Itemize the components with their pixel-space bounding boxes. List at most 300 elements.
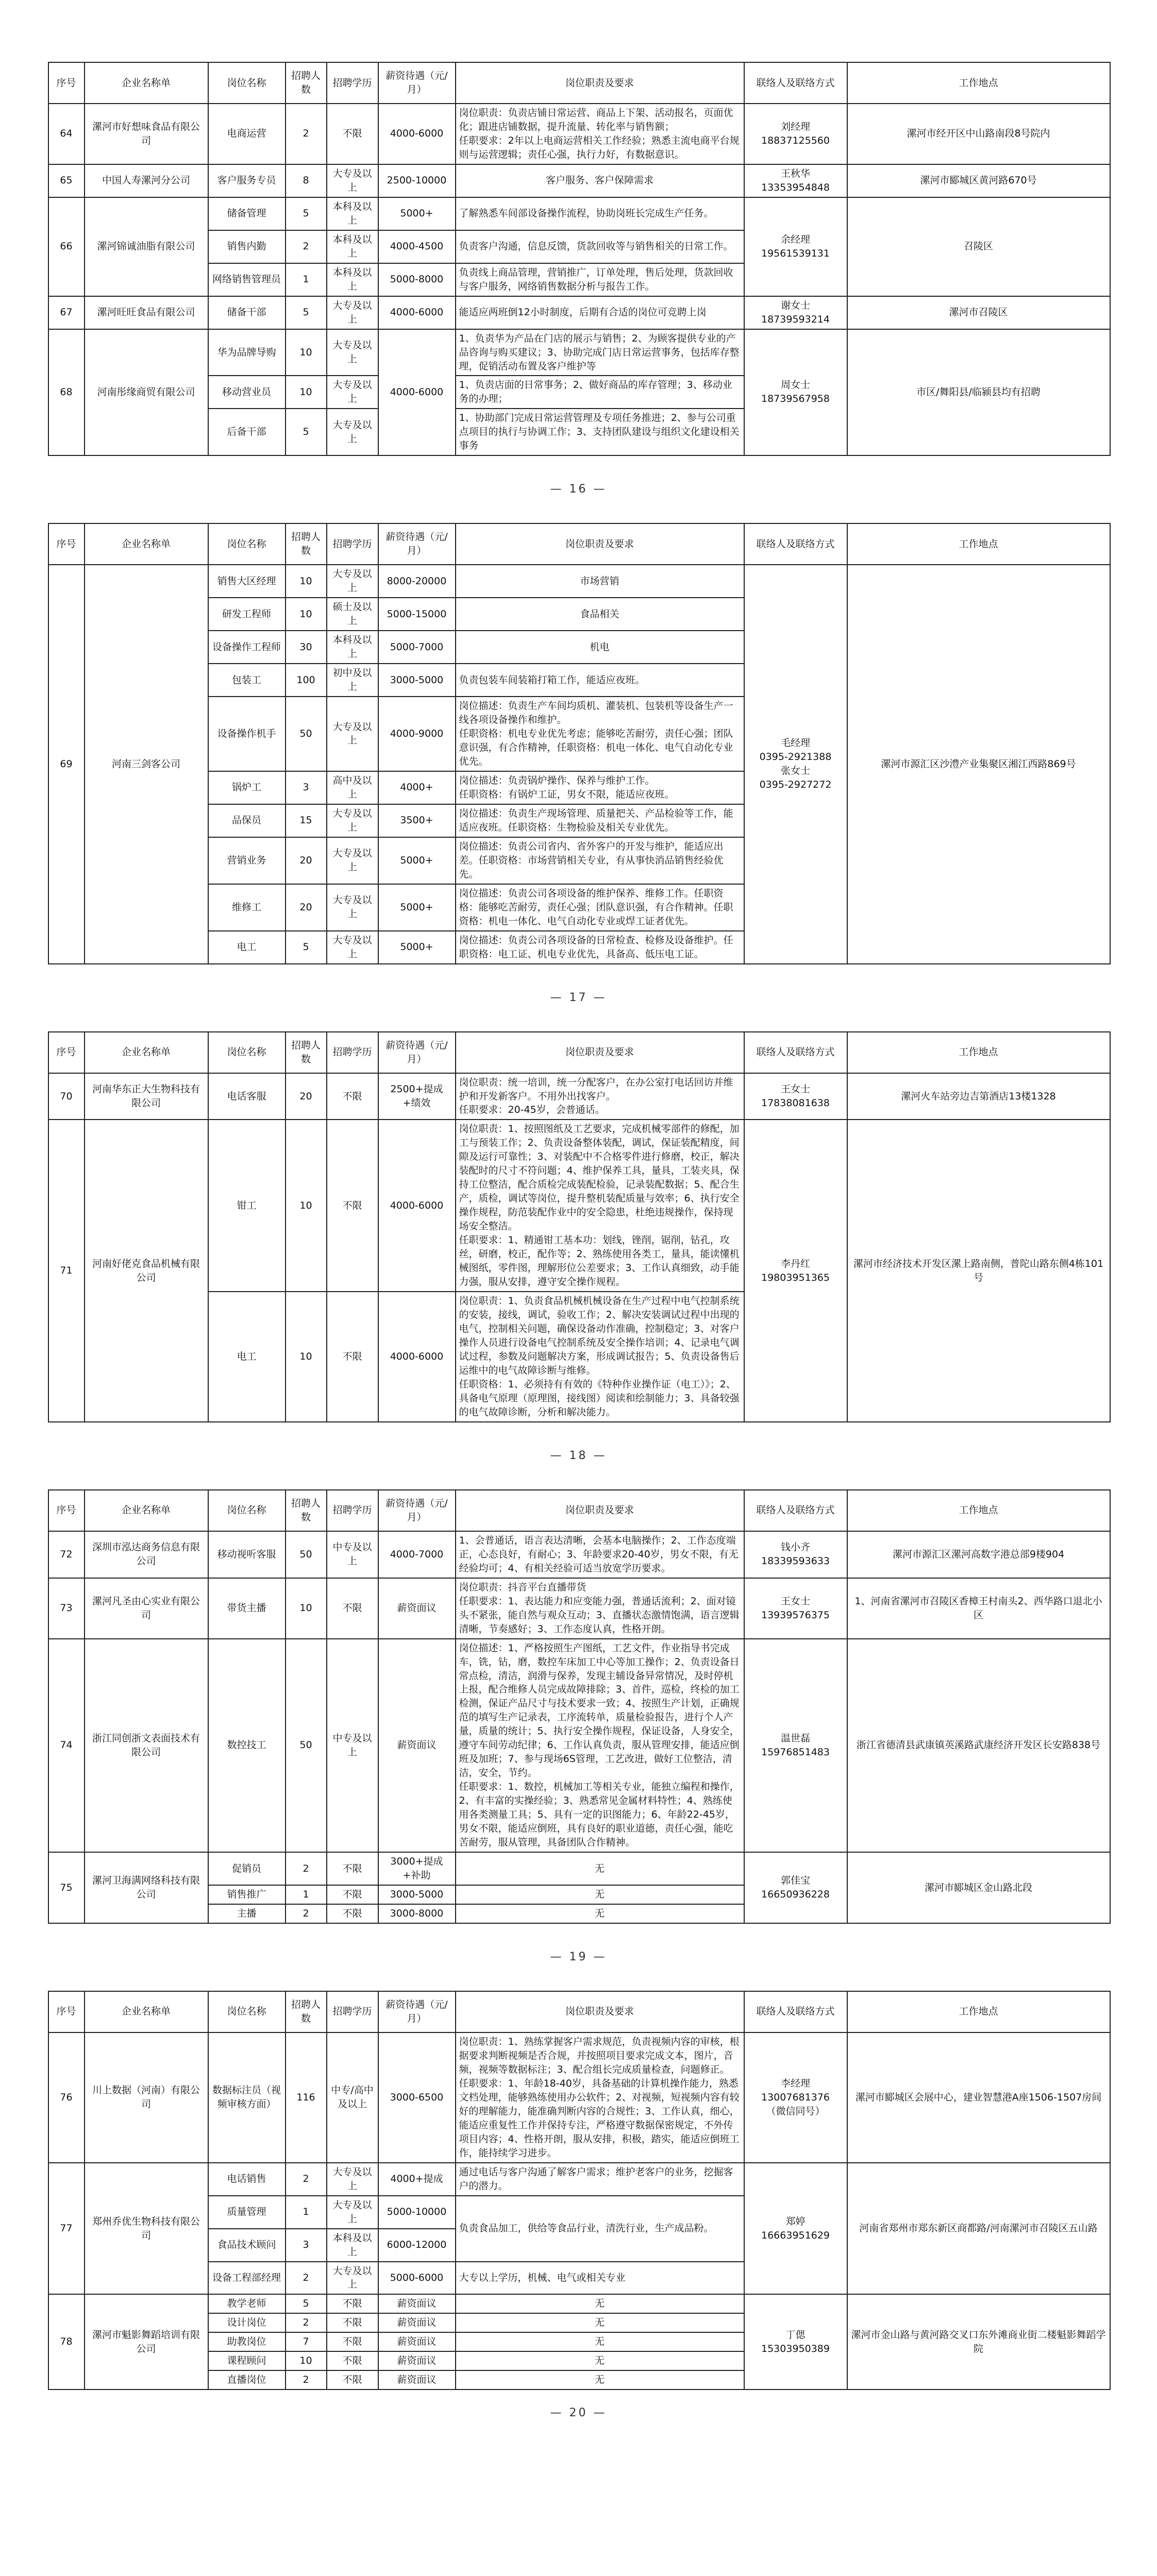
job-headcount: 1 [286, 263, 327, 296]
job-title: 电话客服 [208, 1073, 286, 1120]
company-name: 河南三剑客公司 [85, 565, 208, 963]
job-title: 研发工程师 [208, 598, 286, 631]
company-name: 漯河锦诚油脂有限公司 [85, 197, 208, 296]
job-duty: 岗位描述：负责公司各项设备的维护保养、维修工作。任职资格：能够吃苦耐劳，责任心强；团队意识强，有合作精神。任职资格：机电一体化、电气自动化专业或焊工证者优先。 [456, 884, 744, 931]
company-name: 漯河市魁影舞蹈培训有限公司 [85, 2294, 208, 2389]
table-row [48, 565, 1110, 598]
job-title: 电工 [208, 1292, 286, 1422]
column-header: 企业名称单 [85, 1490, 208, 1531]
job-salary: 4000-6000 [378, 296, 456, 329]
job-headcount: 2 [286, 1852, 327, 1885]
job-title: 直播岗位 [208, 2370, 286, 2389]
company-contact: 李经理 13007681376 （微信同号） [744, 2032, 847, 2163]
job-title: 营销业务 [208, 837, 286, 884]
company-number: 73 [48, 1578, 85, 1639]
job-salary: 3000-6500 [378, 2032, 456, 2163]
job-duty: 无 [456, 2294, 744, 2313]
column-header: 招聘人数 [286, 1490, 327, 1531]
job-headcount: 10 [286, 376, 327, 409]
company-number: 70 [48, 1073, 85, 1120]
column-header: 岗位名称 [208, 62, 286, 104]
job-duty: 大专以上学历，机械、电气或相关专业 [456, 2262, 744, 2295]
company-contact: 余经理 19561539131 [744, 197, 847, 296]
job-salary: 4000+ [378, 771, 456, 804]
job-education: 大专及以上 [327, 2196, 378, 2229]
job-salary: 3000-8000 [378, 1904, 456, 1923]
job-education: 不限 [327, 1904, 378, 1923]
job-education: 本科及以上 [327, 230, 378, 263]
job-title: 储备管理 [208, 197, 286, 230]
job-education: 中专/高中及以上 [327, 2032, 378, 2163]
column-header: 招聘人数 [286, 62, 327, 104]
page-number: — 18 — [550, 1449, 607, 1462]
job-education: 大专及以上 [327, 565, 378, 598]
company-number: 64 [48, 104, 85, 164]
page-number: — 17 — [550, 991, 607, 1004]
job-title: 带货主播 [208, 1578, 286, 1639]
company-name: 漯河凡圣由心实业有限公司 [85, 1578, 208, 1639]
job-salary: 8000-20000 [378, 565, 456, 598]
job-headcount: 50 [286, 1531, 327, 1578]
job-salary: 薪资面议 [378, 1578, 456, 1639]
company-location: 漯河火车站旁边吉第酒店13楼1328 [847, 1073, 1110, 1120]
company-location: 漯河市郾城区黄河路670号 [847, 164, 1110, 197]
table-row [48, 2032, 1110, 2163]
job-education: 大专及以上 [327, 2163, 378, 2196]
job-salary: 2500-10000 [378, 164, 456, 197]
job-duty: 机电 [456, 631, 744, 664]
table-row [48, 197, 1110, 230]
job-salary: 薪资面议 [378, 2332, 456, 2351]
job-duty: 1、协助部门完成日常运营管理及专项任务推进；2、参与公司重点项目的执行与协调工作；3、支持团队建设与组织文化建设相关事务 [456, 409, 744, 455]
job-duty: 无 [456, 2370, 744, 2389]
company-number: 76 [48, 2032, 85, 2163]
job-duty: 岗位描述：1、严格按照生产图纸，工艺文件，作业指导书完成车，铣，钻，磨，数控车床加工中心等加工操作；2、负责设备日常点检，清洁，润滑与保养，发现主辅设备异常情况，及时停机上报，配合维修人员完成故障排除；3、首件，巡检，终检的加工检测，保证产品尺寸与技术要求一致；4、按照生产计划，正确规范的填写生产记录表，工序流转单，质量检验报告，进行个人产量，质量的统计；5、执行安全操作规程，保证设备，人身安全，遵守车间劳动纪律；6、工作认真负责，服从管理安排，能适应倒班及加班；7、参与现场6S管理，工艺改进，做好工位整洁，清洁，安全，节约。 任职要求：1、数控，机械加工等相关专业，能独立编程和操作，2、有丰富的实操经验；3、熟悉常见金属材料特性；4、熟练使用各类测量工具；5、具有一定的识图能力；6、年龄22-45岁，男女不限，能适应倒班，具有良好的职业道德，责任心强，能吃苦耐劳，服从管理，具备团队合作精神。 [456, 1639, 744, 1853]
column-header: 联络人及联络方式 [744, 1991, 847, 2032]
company-location: 1、河南省漯河市召陵区香樟王村南头2、西华路口退北小区 [847, 1578, 1110, 1639]
table-row [48, 2163, 1110, 2196]
table-row [48, 1120, 1110, 1292]
job-title: 教学老师 [208, 2294, 286, 2313]
column-header: 岗位职责及要求 [456, 1991, 744, 2032]
column-header: 序号 [48, 1490, 85, 1531]
job-title: 储备干部 [208, 296, 286, 329]
company-contact: 钱小齐 18339593633 [744, 1531, 847, 1578]
job-education: 不限 [327, 1120, 378, 1292]
company-name: 漯河旺旺食品有限公司 [85, 296, 208, 329]
column-header: 岗位职责及要求 [456, 523, 744, 565]
job-duty: 岗位职责：1、按照图纸及工艺要求，完成机械零部件的修配，加工与预装工作；2、负责设备整体装配，调试，保证装配精度，间隙及运行可靠性；3、对装配中不合格零件进行修磨，校正，解决装配时的尺寸不符问题；4、维护保养工具，量具，工装夹具，保持工位整洁，配合质检完成装配检验，记录装配数据；5、配合生产，质检，调试等岗位，提升整机装配质量与效率；6、执行安全操作规程，防范装配作业中的安全隐患，杜绝违规操作，保持现场安全整洁。 任职要求：1、精通钳工基本功：划线，锉削，锯削，钻孔，攻丝，研磨，校正，配作等；2、熟练使用各类工，量具，能读懂机械图纸，零件图，理解形位公差要求；3、工作认真细致，动手能力强，服从安排，遵守安全操作规程。 [456, 1120, 744, 1292]
column-header: 联络人及联络方式 [744, 1032, 847, 1073]
job-duty: 岗位描述：负责公司省内、省外客户的开发与维护，能适应出差。任职资格：市场营销相关专业，有从事快消品销售经验优先。 [456, 837, 744, 884]
company-location: 漯河市源汇区沙澧产业集聚区湘江西路869号 [847, 565, 1110, 963]
table-row [48, 329, 1110, 376]
page-number: — 16 — [550, 483, 607, 496]
job-headcount: 2 [286, 104, 327, 164]
job-headcount: 10 [286, 2351, 327, 2370]
job-headcount: 50 [286, 1639, 327, 1853]
company-number: 68 [48, 329, 85, 456]
job-salary: 5000+ [378, 197, 456, 230]
job-education: 不限 [327, 2351, 378, 2370]
column-header: 招聘人数 [286, 1032, 327, 1073]
job-duty: 能适应两班倒12小时制度，后期有合适的岗位可竞聘上岗 [456, 296, 744, 329]
job-title: 设备操作工程师 [208, 631, 286, 664]
job-duty: 负责包装车间装箱打箱工作，能适应夜班。 [456, 664, 744, 697]
column-header: 工作地点 [847, 62, 1110, 104]
job-headcount: 10 [286, 565, 327, 598]
job-salary: 6000-12000 [378, 2229, 456, 2262]
column-header: 招聘学历 [327, 1032, 378, 1073]
column-header: 工作地点 [847, 523, 1110, 565]
job-duty: 客户服务、客户保障需求 [456, 164, 744, 197]
job-title: 食品技术顾问 [208, 2229, 286, 2262]
job-headcount: 2 [286, 2163, 327, 2196]
table-row [48, 2294, 1110, 2313]
job-headcount: 10 [286, 329, 327, 376]
column-header: 联络人及联络方式 [744, 62, 847, 104]
job-title: 设备操作机手 [208, 697, 286, 771]
job-table [48, 1991, 1111, 2390]
company-number: 78 [48, 2294, 85, 2389]
job-salary: 5000-10000 [378, 2196, 456, 2229]
job-education: 大专及以上 [327, 164, 378, 197]
column-header: 联络人及联络方式 [744, 1490, 847, 1531]
job-education: 大专及以上 [327, 837, 378, 884]
job-education: 本科及以上 [327, 263, 378, 296]
job-salary: 3000-5000 [378, 1885, 456, 1904]
column-header: 序号 [48, 1032, 85, 1073]
column-header: 薪资待遇（元/月） [378, 523, 456, 565]
job-title: 销售推广 [208, 1885, 286, 1904]
column-header: 序号 [48, 1991, 85, 2032]
company-number: 75 [48, 1852, 85, 1923]
column-header: 企业名称单 [85, 1032, 208, 1073]
job-salary: 4000-4500 [378, 230, 456, 263]
company-number: 69 [48, 565, 85, 963]
company-contact: 毛经理 0395-2921388 张女士 0395-2927272 [744, 565, 847, 963]
column-header: 企业名称单 [85, 523, 208, 565]
job-education: 中专及以上 [327, 1639, 378, 1853]
job-salary: 薪资面议 [378, 2313, 456, 2332]
job-title: 移动营业员 [208, 376, 286, 409]
job-education: 硕士及以上 [327, 598, 378, 631]
job-headcount: 5 [286, 2294, 327, 2313]
column-header: 薪资待遇（元/月） [378, 1490, 456, 1531]
company-contact: 王女士 13939576375 [744, 1578, 847, 1639]
job-title: 销售大区经理 [208, 565, 286, 598]
job-duty: 1、负责华为产品在门店的展示与销售；2、为顾客提供专业的产品咨询与购买建议；3、协助完成门店日常运营事务，包括库存整理，促销活动布置及客户维护等 [456, 329, 744, 376]
job-duty: 1、会普通话，语言表达清晰，会基本电脑操作；2、工作态度端正，心态良好，有耐心；3、年龄要求20-40岁，男女不限，有无经验均可；4、有相关经验可适当放宽学历要求。 [456, 1531, 744, 1578]
job-title: 数据标注员（视频审核方面） [208, 2032, 286, 2163]
job-salary: 4000+提成 [378, 2163, 456, 2196]
table-row [48, 1531, 1110, 1578]
company-contact: 郭佳宝 16650936228 [744, 1852, 847, 1923]
job-duty: 负责线上商品管理，营销推广，订单处理，售后处理，货款回收与客户服务，网络销售数据分析与报告工作。 [456, 263, 744, 296]
job-salary: 5000-6000 [378, 2262, 456, 2295]
job-duty: 无 [456, 1904, 744, 1923]
column-header: 序号 [48, 523, 85, 565]
job-salary: 薪资面议 [378, 2294, 456, 2313]
company-contact: 谢女士 18739593214 [744, 296, 847, 329]
job-salary: 薪资面议 [378, 1639, 456, 1853]
job-headcount: 10 [286, 1292, 327, 1422]
company-name: 浙江同创浙文表面技术有限公司 [85, 1639, 208, 1853]
job-salary: 2500+提成+绩效 [378, 1073, 456, 1120]
job-duty: 岗位职责：负责店铺日常运营、商品上下架、活动报名，页面优化；跟进店铺数据，提升流量、转化率与销售额； 任职要求：2年以上电商运营相关工作经验；熟悉主流电商平台规则与运营逻辑；责任心强，执行力好，有数据意识。 [456, 104, 744, 164]
column-header: 岗位职责及要求 [456, 1490, 744, 1531]
company-location: 漯河市金山路与黄河路交叉口东外滩商业街二楼魁影舞蹈学院 [847, 2294, 1110, 2389]
job-education: 不限 [327, 2370, 378, 2389]
job-education: 不限 [327, 2313, 378, 2332]
company-name: 川上数据（河南）有限公司 [85, 2032, 208, 2163]
job-duty: 岗位职责：统一培训，统一分配客户，在办公室打电话回访并维护和开发新客户。不用外出找客户。 任职要求：20-45岁，会普通话。 [456, 1073, 744, 1120]
job-headcount: 3 [286, 2229, 327, 2262]
column-header: 招聘学历 [327, 1490, 378, 1531]
job-salary: 5000-15000 [378, 598, 456, 631]
job-table [48, 1489, 1111, 1924]
job-title: 华为品牌导购 [208, 329, 286, 376]
company-location: 召陵区 [847, 197, 1110, 296]
table-row [48, 1073, 1110, 1120]
column-header: 岗位名称 [208, 523, 286, 565]
job-education: 高中及以上 [327, 771, 378, 804]
job-title: 设备工程部经理 [208, 2262, 286, 2295]
job-headcount: 5 [286, 296, 327, 329]
company-location: 漯河市经开区中山路南段8号院内 [847, 104, 1110, 164]
job-duty: 岗位描述：负责生产现场管理、质量把关、产品检验等工作，能适应夜班。任职资格：生物检验及相关专业优先。 [456, 804, 744, 837]
job-headcount: 2 [286, 2370, 327, 2389]
table-row [48, 164, 1110, 197]
job-headcount: 5 [286, 197, 327, 230]
job-salary: 4000-6000 [378, 1120, 456, 1292]
job-education: 大专及以上 [327, 804, 378, 837]
column-header: 联络人及联络方式 [744, 523, 847, 565]
job-salary: 4000-6000 [378, 329, 456, 456]
column-header: 岗位名称 [208, 1032, 286, 1073]
company-name: 河南彤缘商贸有限公司 [85, 329, 208, 456]
job-title: 后备干部 [208, 409, 286, 455]
job-headcount: 30 [286, 631, 327, 664]
job-title: 客户服务专员 [208, 164, 286, 197]
job-headcount: 116 [286, 2032, 327, 2163]
job-salary: 4000-7000 [378, 1531, 456, 1578]
company-location: 漯河市郾城区会展中心，建业智慧港A座1506-1507房间 [847, 2032, 1110, 2163]
company-location: 浙江省德清县武康镇英溪路武康经济开发区长安路838号 [847, 1639, 1110, 1853]
company-number: 72 [48, 1531, 85, 1578]
job-headcount: 20 [286, 884, 327, 931]
table-row [48, 296, 1110, 329]
job-title: 数控技工 [208, 1639, 286, 1853]
company-contact: 王秋华 13353954848 [744, 164, 847, 197]
job-salary: 5000+ [378, 884, 456, 931]
table-header-row [48, 1991, 1110, 2032]
company-name: 深圳市泓达商务信息有限公司 [85, 1531, 208, 1578]
job-title: 设计岗位 [208, 2313, 286, 2332]
job-duty: 岗位职责：1、负责食品机械机械设备在生产过程中电气控制系统的安装，接线，调试，验收工作；2、解决安装调试过程中出现的电气，控制相关问题，确保设备动作准确，控制稳定；3、对客户操作人员进行设备电气控制系统及安全操作培训；4、记录电气调试过程，参数及问题解决方案，形成调试报告；5、负责设备售后运维中的电气故障诊断与维修。 任职资格：1、必须持有有效的《特种作业操作证（电工）》；2、具备电气原理（原理图，接线图）阅读和绘制能力；3、具备较强的电气故障诊断，分析和解决能力。 [456, 1292, 744, 1422]
job-salary: 薪资面议 [378, 2370, 456, 2389]
job-title: 包装工 [208, 664, 286, 697]
job-salary: 5000-8000 [378, 263, 456, 296]
company-contact: 周女士 18739567958 [744, 329, 847, 456]
job-headcount: 20 [286, 837, 327, 884]
job-table [48, 62, 1111, 456]
job-headcount: 100 [286, 664, 327, 697]
job-duty: 市场营销 [456, 565, 744, 598]
column-header: 岗位职责及要求 [456, 1032, 744, 1073]
job-education: 不限 [327, 1292, 378, 1422]
job-headcount: 2 [286, 2262, 327, 2295]
job-headcount: 5 [286, 931, 327, 964]
job-headcount: 20 [286, 1073, 327, 1120]
job-education: 大专及以上 [327, 931, 378, 964]
job-education: 不限 [327, 2332, 378, 2351]
job-listing-document [48, 0, 1110, 2452]
job-title: 维修工 [208, 884, 286, 931]
column-header: 薪资待遇（元/月） [378, 62, 456, 104]
job-title: 电商运营 [208, 104, 286, 164]
job-duty: 1、负责店面的日常事务；2、做好商品的库存管理；3、移动业务的办理； [456, 376, 744, 409]
job-education: 不限 [327, 1885, 378, 1904]
company-number: 67 [48, 296, 85, 329]
job-duty: 通过电话与客户沟通了解客户需求；维护老客户的业务，挖掘客户的潜力。 [456, 2163, 744, 2196]
job-table [48, 523, 1111, 964]
job-headcount: 15 [286, 804, 327, 837]
job-education: 不限 [327, 104, 378, 164]
table-row [48, 1852, 1110, 1885]
table-header-row [48, 1032, 1110, 1073]
job-education: 大专及以上 [327, 884, 378, 931]
job-salary: 3000+提成+补助 [378, 1852, 456, 1885]
job-title: 助教岗位 [208, 2332, 286, 2351]
job-education: 大专及以上 [327, 409, 378, 455]
job-duty: 食品相关 [456, 598, 744, 631]
column-header: 企业名称单 [85, 62, 208, 104]
job-salary: 5000+ [378, 837, 456, 884]
job-duty: 岗位描述：负责公司各项设备的日常检查、检修及设备维护。任职资格：电工证、机电专业优先，具备高、低压电工证。 [456, 931, 744, 964]
job-title: 课程顾问 [208, 2351, 286, 2370]
job-title: 品保员 [208, 804, 286, 837]
column-header: 招聘人数 [286, 523, 327, 565]
job-education: 大专及以上 [327, 329, 378, 376]
table-row [48, 1578, 1110, 1639]
column-header: 工作地点 [847, 1991, 1110, 2032]
column-header: 招聘学历 [327, 523, 378, 565]
job-title: 网络销售管理员 [208, 263, 286, 296]
table-row [48, 1639, 1110, 1853]
job-education: 不限 [327, 1852, 378, 1885]
company-name: 漯河卫海满网络科技有限公司 [85, 1852, 208, 1923]
column-header: 工作地点 [847, 1032, 1110, 1073]
page-number: — 20 — [550, 2406, 607, 2420]
company-number: 77 [48, 2163, 85, 2295]
company-contact: 温世磊 15976851483 [744, 1639, 847, 1853]
job-salary: 3000-5000 [378, 664, 456, 697]
job-salary: 5000+ [378, 931, 456, 964]
job-headcount: 2 [286, 2313, 327, 2332]
job-duty: 岗位描述：负责生产车间均质机、灌装机、包装机等设备生产一线各项设备操作和维护。 任职资格：机电专业优先考虑；能够吃苦耐劳，责任心强；团队意识强，有合作精神，任职资格：机电一体化、电气自动化专业优先。 [456, 697, 744, 771]
job-salary: 3500+ [378, 804, 456, 837]
column-header: 招聘学历 [327, 62, 378, 104]
job-duty: 了解熟悉车间部设备操作流程，协助岗班长完成生产任务。 [456, 197, 744, 230]
job-title: 主播 [208, 1904, 286, 1923]
company-location: 河南省郑州市郑东新区商都路/河南漯河市召陵区五山路 [847, 2163, 1110, 2295]
table-row [48, 104, 1110, 164]
job-duty: 负责食品加工，供给等食品行业，清洗行业，生产成品粉。 [456, 2196, 744, 2262]
job-education: 大专及以上 [327, 697, 378, 771]
table-header-row [48, 523, 1110, 565]
page-number: — 19 — [550, 1950, 607, 1963]
job-duty: 无 [456, 2332, 744, 2351]
company-contact: 王女士 17838081638 [744, 1073, 847, 1120]
company-name: 中国人寿漯河分公司 [85, 164, 208, 197]
company-number: 66 [48, 197, 85, 296]
job-title: 电话销售 [208, 2163, 286, 2196]
job-headcount: 2 [286, 230, 327, 263]
company-location: 市区/舞阳县/临颍县均有招聘 [847, 329, 1110, 456]
job-duty: 无 [456, 1885, 744, 1904]
column-header: 岗位名称 [208, 1490, 286, 1531]
column-header: 薪资待遇（元/月） [378, 1032, 456, 1073]
company-location: 漯河市源汇区漯河高数字港总部9楼904 [847, 1531, 1110, 1578]
column-header: 序号 [48, 62, 85, 104]
job-duty: 无 [456, 2313, 744, 2332]
company-contact: 郑婷 16663951629 [744, 2163, 847, 2295]
job-title: 电工 [208, 931, 286, 964]
job-headcount: 1 [286, 2196, 327, 2229]
company-number: 65 [48, 164, 85, 197]
company-name: 河南华东正大生物科技有限公司 [85, 1073, 208, 1120]
job-education: 不限 [327, 2294, 378, 2313]
company-name: 郑州乔优生物科技有限公司 [85, 2163, 208, 2295]
job-salary: 4000-6000 [378, 1292, 456, 1422]
company-name: 漯河市好想味食品有限公司 [85, 104, 208, 164]
job-education: 大专及以上 [327, 296, 378, 329]
job-education: 大专及以上 [327, 2262, 378, 2295]
column-header: 招聘学历 [327, 1991, 378, 2032]
job-education: 本科及以上 [327, 631, 378, 664]
job-education: 不限 [327, 1578, 378, 1639]
column-header: 企业名称单 [85, 1991, 208, 2032]
job-education: 本科及以上 [327, 2229, 378, 2262]
job-salary: 薪资面议 [378, 2351, 456, 2370]
job-education: 本科及以上 [327, 197, 378, 230]
column-header: 工作地点 [847, 1490, 1110, 1531]
job-title: 促销员 [208, 1852, 286, 1885]
company-contact: 刘经理 18837125560 [744, 104, 847, 164]
company-name: 河南好佬克食品机械有限公司 [85, 1120, 208, 1421]
company-location: 漯河市召陵区 [847, 296, 1110, 329]
job-headcount: 50 [286, 697, 327, 771]
job-title: 质量管理 [208, 2196, 286, 2229]
table-header-row [48, 1490, 1110, 1531]
job-headcount: 2 [286, 1904, 327, 1923]
column-header: 招聘人数 [286, 1991, 327, 2032]
job-duty: 岗位职责：1、熟练掌握客户需求规范，负责视频内容的审核，根据要求判断视频是否合规，并按照项目要求完成文本，图片，音频，视频等数据标注；3、配合组长完成质量检查，问题修正。 任职要求：1、年龄18-40岁，具备基础的计算机操作能力，熟悉文档处理，能够熟练使用办公软件；2、对视频，短视频内容有较好的理解能力，能准确判断内容的合规性；3、工作认真，细心，能适应重复性工作并保持专注，严格遵守数据保密规定，不外传项目内容；4、性格开朗，服从安排，积极，踏实，能适应倒班工作，能持续学习进步。 [456, 2032, 744, 2163]
job-headcount: 10 [286, 1578, 327, 1639]
job-headcount: 7 [286, 2332, 327, 2351]
job-duty: 岗位描述：负责锅炉操作、保养与维护工作。 任职资格：有锅炉工证，男女不限，能适应夜班。 [456, 771, 744, 804]
company-number: 74 [48, 1639, 85, 1853]
company-location: 漯河市郾城区金山路北段 [847, 1852, 1110, 1923]
job-title: 销售内勤 [208, 230, 286, 263]
job-title: 锅炉工 [208, 771, 286, 804]
job-duty: 负责客户沟通，信息反馈，货款回收等与销售相关的日常工作。 [456, 230, 744, 263]
job-duty: 无 [456, 2351, 744, 2370]
job-education: 初中及以上 [327, 664, 378, 697]
table-header-row [48, 62, 1110, 104]
company-contact: 李丹红 19803951365 [744, 1120, 847, 1421]
